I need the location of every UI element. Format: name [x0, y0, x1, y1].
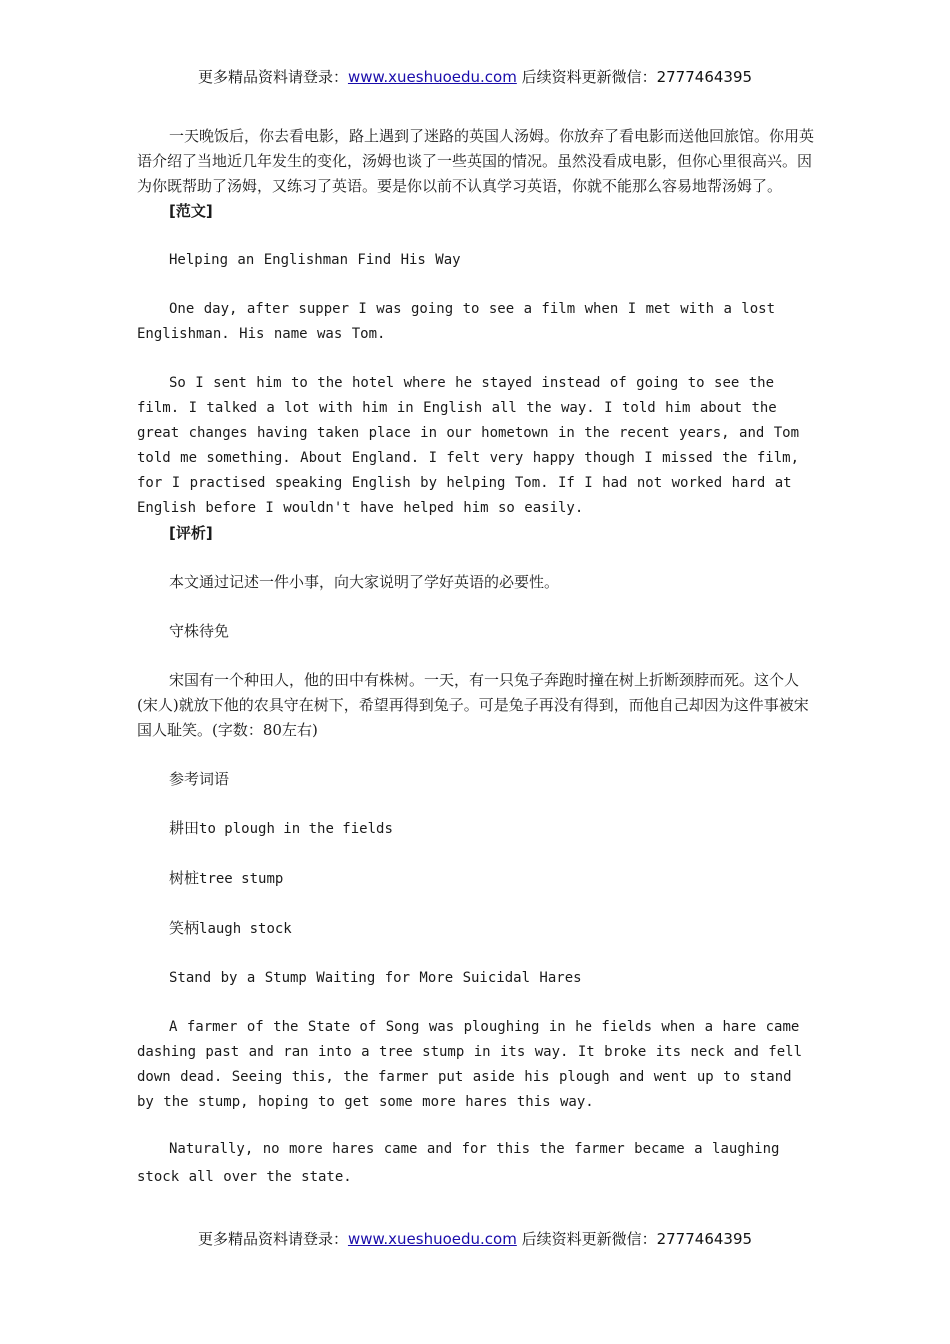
essay2-paragraph-2: Naturally, no more hares came and for this the farmer became a laughing stock all over the state.: [137, 1141, 780, 1185]
vocab-en: tree stump: [199, 871, 284, 887]
analysis-label: [评析]: [169, 524, 213, 542]
header-suffix: 后续资料更新微信：2777464395: [516, 68, 753, 86]
essay1-paragraph-1: One day, after supper I was going to see a film when I met with a lost Englishman. His name was Tom.: [137, 301, 776, 342]
story-title: 守株待免: [169, 622, 230, 640]
vocab-item: [137, 916, 817, 942]
story-paragraph: 宋国有一个种田人，他的田中有株树。一天，有一只兔子奔跑时撞在树上折断颈脖而死。这个人(宋人)就放下他的农具守在树下，希望再得到兔子。可是兔子再没有得到，而他自己却因为这件事被宋国人耻笑。(字数：80左右): [137, 671, 809, 739]
vocab-cn: 耕田: [169, 819, 200, 837]
header-site-link[interactable]: www.xueshuoedu.com: [347, 68, 517, 86]
footer-site-link[interactable]: www.xueshuoedu.com: [347, 1230, 517, 1248]
vocab-cn: 笑柄: [169, 919, 200, 937]
vocab-item: [137, 866, 817, 892]
page-footer: [0, 1228, 950, 1249]
essay2-title: Stand by a Stump Waiting for More Suicidal Hares: [169, 970, 582, 986]
analysis-paragraph: 本文通过记述一件小事，向大家说明了学好英语的必要性。: [169, 573, 560, 591]
sample-essay-label: [范文]: [169, 202, 213, 220]
essay2-paragraph-1: A farmer of the State of Song was ploughing in he fields when a hare came dashing past and ran into a tree stump in its way. It broke its neck and fell down dead. Seeing this, the farmer put aside his plough and went up to stand by the stump, hoping to get some more hares this way.: [137, 1019, 803, 1110]
vocab-cn: 树桩: [169, 869, 200, 887]
footer-suffix: 后续资料更新微信：2777464395: [516, 1230, 753, 1248]
reference-words-label: 参考词语: [169, 770, 230, 788]
footer-prefix: 更多精品资料请登录：: [197, 1230, 348, 1248]
essay1-paragraph-2: So I sent him to the hotel where he stayed instead of going to see the film. I talked a lot with him in English all the way. I told him about the great changes having taken place in our hometown in the recent years, and Tom told me something. About England. I felt very happy though I missed the film, for I practised speaking English by helping Tom. If I had not worked hard at English before I wouldn't have helped him so easily.: [137, 375, 800, 516]
document-body: [137, 124, 817, 1191]
vocab-en: to plough in the fields: [199, 821, 393, 837]
essay1-title: Helping an Englishman Find His Way: [169, 252, 461, 268]
intro-paragraph: 一天晚饭后，你去看电影，路上遇到了迷路的英国人汤姆。你放弃了看电影而送他回旅馆。你用英语介绍了当地近几年发生的变化，汤姆也谈了一些英国的情况。虽然没看成电影，但你心里很高兴。因为你既帮助了汤姆，又练习了英语。要是你以前不认真学习英语，你就不能那么容易地帮汤姆了。: [137, 127, 815, 195]
page-header: [0, 66, 950, 87]
header-prefix: 更多精品资料请登录：: [197, 68, 348, 86]
vocab-item: [137, 816, 817, 842]
vocab-en: laugh stock: [199, 921, 292, 937]
